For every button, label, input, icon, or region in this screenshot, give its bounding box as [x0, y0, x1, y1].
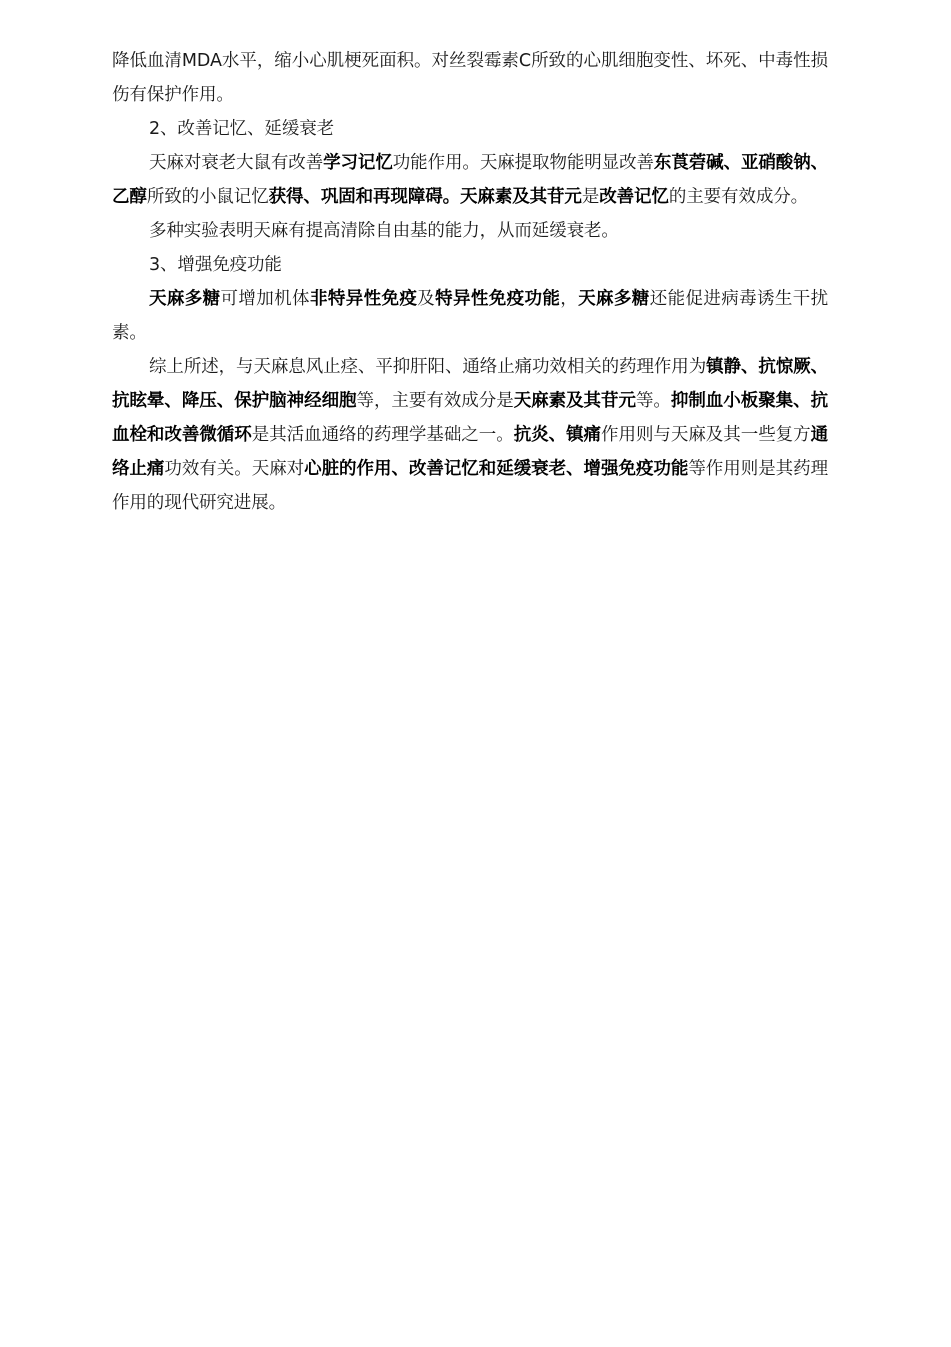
bold-text: 改善记忆: [599, 187, 669, 207]
text-run: 多种实验表明天麻有提高清除自由基的能力，从而延缓衰老。: [149, 221, 619, 241]
text-run: 综上所述，与天麻息风止痉、平抑肝阳、通络止痛功效相关的药理作用为: [149, 357, 707, 377]
text-run: 等，主要有效成分是: [356, 391, 514, 411]
paragraph: [112, 282, 828, 350]
bold-text: 镇静、抗惊厥、抗眩晕、降压、保护脑神经细胞: [112, 357, 828, 411]
bold-text: 获得、巩固和再现障碍。天麻素及其苷元: [268, 187, 582, 207]
text-run: 还能促进病毒诱生干扰素。: [112, 289, 829, 343]
document-page: [112, 44, 828, 520]
text-run: 2、改善记忆、延缓衰老: [149, 119, 335, 139]
bold-text: 东莨菪碱、亚硝酸钠、乙醇: [112, 153, 829, 207]
text-run: 3、增强免疫功能: [149, 255, 282, 275]
bold-text: 非特异性免疫: [309, 289, 418, 309]
text-run: 等。: [635, 391, 671, 411]
paragraph: [112, 44, 828, 112]
paragraph: [112, 214, 828, 248]
bold-text: 特异性免疫功能: [435, 289, 561, 309]
paragraph: [112, 350, 828, 520]
text-run: 是: [581, 187, 600, 207]
text-run: 功效有关。天麻对: [164, 459, 305, 479]
bold-text: 天麻多糖: [149, 289, 221, 309]
bold-text: 抗炎、镇痛: [513, 425, 602, 445]
text-run: 所致的小鼠记忆: [146, 187, 269, 207]
bold-text: 天麻素及其苷元: [513, 391, 636, 411]
paragraph: [112, 248, 828, 282]
bold-text: 通络止痛: [112, 425, 828, 479]
bold-text: 天麻多糖: [578, 289, 650, 309]
text-run: 可增加机体: [220, 289, 310, 309]
paragraph: [112, 112, 828, 146]
text-run: 作用则与天麻及其一些复方: [601, 425, 811, 445]
bold-text: 抑制血小板聚集、抗血栓和改善微循环: [112, 391, 828, 445]
paragraph: [112, 146, 828, 214]
text-run: 功能作用。天麻提取物能明显改善: [392, 153, 654, 173]
text-run: 天麻对衰老大鼠有改善: [149, 153, 324, 173]
text-run: 降低血清MDA水平，缩小心肌梗死面积。对丝裂霉素C所致的心肌细胞变性、坏死、中毒性损伤有保护作用。: [112, 51, 828, 105]
text-run: 是其活血通络的药理学基础之一。: [251, 425, 514, 445]
bold-text: 心脏的作用、改善记忆和延缓衰老、增强免疫功能: [304, 459, 689, 479]
text-run: 的主要有效成分。: [668, 187, 809, 207]
text-run: 等作用则是其药理作用的现代研究进展。: [112, 459, 828, 513]
bold-text: 学习记忆: [323, 153, 393, 173]
text-run: 及: [417, 289, 436, 309]
text-run: ，: [560, 289, 579, 309]
